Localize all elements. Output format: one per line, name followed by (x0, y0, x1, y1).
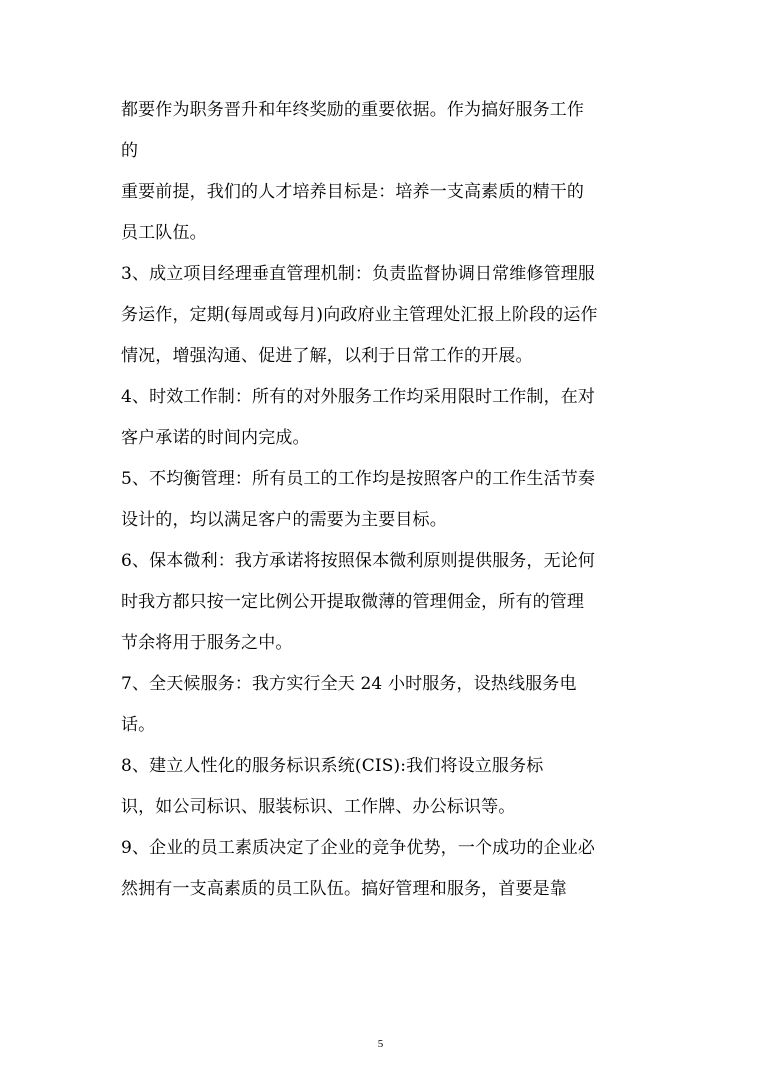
text-line: 务运作，定期(每周或每月)向政府业主管理处汇报上阶段的运作 (121, 305, 598, 325)
page-number: 5 (377, 1038, 384, 1050)
text-line: 然拥有一支高素质的员工队伍。搞好管理和服务，首要是靠 (121, 879, 567, 899)
text-line: 8、建立人性化的服务标识系统(CIS):我们将设立服务标 (121, 756, 544, 776)
text-line: 节余将用于服务之中。 (121, 633, 293, 653)
text-line: 时我方都只按一定比例公开提取微薄的管理佣金，所有的管理 (121, 592, 585, 612)
text-line: 的 (121, 141, 139, 161)
text-line: 6、保本微利：我方承诺将按照保本微利原则提供服务，无论何 (121, 551, 596, 571)
text-line: 9、企业的员工素质决定了企业的竞争优势，一个成功的企业必 (121, 838, 596, 858)
text-line: 4、时效工作制：所有的对外服务工作均采用限时工作制，在对 (121, 387, 596, 407)
text-line: 设计的，均以满足客户的需要为主要目标。 (121, 510, 447, 530)
text-line: 3、成立项目经理垂直管理机制：负责监督协调日常维修管理服 (121, 264, 596, 284)
body-text (121, 94, 651, 914)
text-line: 重要前提，我们的人才培养目标是：培养一支高素质的精干的 (121, 182, 585, 202)
text-line: 识，如公司标识、服装标识、工作牌、办公标识等。 (121, 797, 516, 817)
text-line: 情况，增强沟通、促进了解，以利于日常工作的开展。 (121, 346, 533, 366)
text-line: 客户承诺的时间内完成。 (121, 428, 310, 448)
text-line: 话。 (121, 715, 156, 735)
text-line: 员工队伍。 (121, 223, 207, 243)
text-line: 5、不均衡管理：所有员工的工作均是按照客户的工作生活节奏 (121, 469, 596, 489)
text-line: 7、全天候服务：我方实行全天 24 小时服务，设热线服务电 (121, 674, 577, 694)
text-line: 都要作为职务晋升和年终奖励的重要依据。作为搞好服务工作 (121, 100, 585, 120)
